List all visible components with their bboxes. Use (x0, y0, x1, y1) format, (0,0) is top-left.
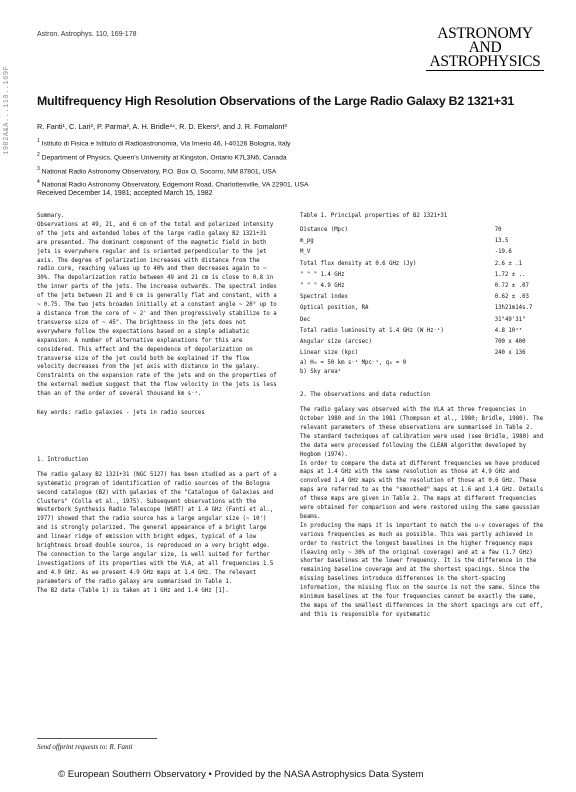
affiliation-4: $^4$ National Radio Astronomy Observatory, Edgemont Road, Charlottesville, VA 22901, USA (37, 179, 309, 189)
section-2-paragraph-3: In producing the maps it is important to match the u-v coverages of the various frequencies as much as possible. This was partly achieved in order to restrict the longest baselines in the higher frequency maps (leaving only ~ 30% of the original coverage) and at a few (1.7 GHz) shorter baselines at the lower frequency. It is the difference in the remaining baseline coverage and at the shortest spacings. Since the missing baselines introduce differences in the short-spacing information, the missing flux on the source is not the same. Since the minimum baselines at the four frequencies cannot be exactly the same, the maps of the smallest differences in the short spacings are cut off, and this is responsible for systematic (300, 522, 547, 618)
affiliation-1: $^1$ Istituto di Fisica e Istituto di Radioastronomia, Via Irnerio 46, I-40126 Bologna, Italy (37, 138, 291, 148)
received-accepted-dates: Received December 14, 1981; accepted March 15, 1982 (37, 190, 213, 197)
summary-text: Observations at 49, 21, and 6 cm of the total and polarized intensity of the jets and extended lobes of the large radio galaxy B2 1321+31 are presented. The dominant component of the magnetic field in both jets is everywhere regular and is oriented perpendicular to the jet axis. The degree of polarization increases with distance from the radio core, reaching values up to 40% and then decreases again to ~ 30%. The depolarization ratio between 49 and 21 cm is close to 0.8 in the inner parts of the jets. The increase outwards. The spectral index of the jets between 21 and 6 cm is generally flat and constant, with a ~ 0.75. The two jets broaden initially at a constant angle ~ 20° up to a distance from the core of ~ 2' and then progressively stabilize to a transverse size of ~ 45". The brightness in the jets does not everywhere follow the expectations based on a simple adiabatic expansion. A number of alternative explanations for this are considered. This effect and the dependence of depolarization on transverse size of the jet could both be explained if the flow velocity decreases from the jet axis with distance in the galaxy. Constraints on the expansion rate of the jets and on the properties of the external medium suggest that the flow velocity in the jets is less than an of the order of several thousand km s⁻¹. (37, 221, 281, 398)
key-words: Key words: radio galaxies - jets in radio sources (37, 410, 205, 417)
section-2-heading: 2. The observations and data reduction (300, 392, 431, 399)
table-row: " " " 4.9 GHz 0.72 ± .07 (300, 282, 529, 289)
table-row: Optical position, RA 13h21m14s.7 (300, 305, 533, 312)
intro-paragraph-2: The connection to the large angular size, is well suited for further investigations of its properties with the VLA, at all frequencies 1.5 and 4.9 GHz. As we present 4.9 GHz maps at 1.4 GHz. The relevant parameters of the radio galaxy are summarised in Table 1. (37, 552, 277, 585)
bibcode-stamp: 1982A&A...110..169F (3, 65, 11, 155)
intro-paragraph-3: The B2 data (Table 1) is taken at 1 GHz and 1.4 GHz [1]. (37, 587, 229, 594)
author-list: R. Fanti¹, C. Lari², P. Parma², A. H. Bridle³⁴, R. D. Ekers³, and J. R. Fomalont³ (37, 122, 287, 131)
table-note-b: b) Sky area² (300, 369, 342, 376)
journal-reference: Astron. Astrophys. 110, 169-178 (37, 31, 137, 38)
footnote-rule (37, 738, 157, 739)
table-row: Spectral index 0.62 ± .03 (300, 294, 529, 301)
right-column (300, 212, 546, 620)
paper-title: Multifrequency High Resolution Observations of the Large Radio Galaxy B2 1321+31 (37, 94, 515, 108)
table-row: Total flux density at 0.6 GHz (Jy) 2.6 ± .1 (300, 260, 523, 267)
table-1-caption: Table 1. Principal properties of B2 1321+31 (300, 213, 448, 219)
affiliation-3: $^3$ National Radio Astronomy Observatory, P.O. Box O, Socorro, NM 87801, USA (37, 165, 277, 175)
page-footer: © European Southern Observatory • Provided by the NASA Astrophysics Data System (58, 769, 424, 780)
offprint-request: Send offprint requests to: R. Fanti (37, 743, 133, 751)
table-1 (300, 225, 546, 359)
intro-paragraph-1: The radio galaxy B2 1321+31 (NGC 5127) has been studied as a part of a systematic program of identification of radio sources of the Bologna second catalogue (B2) with galaxies of the "Catalogue of Galaxies and Clusters" (Colla et al., 1975). Subsequent observations with the Westerbork Synthesis Radio Telescope (WSRT) at 1.4 GHz (Fanti et al., 1977) showed that the radio source has a large angular size (~ 10') and is strongly polarized. The general appearance of a bright large and linear ridge of emission with bright edges, typical of a low brightness broad double source, is reproduced on a very bright edge. (37, 471, 281, 550)
journal-logo (426, 27, 544, 71)
logo-line-1: ASTRONOMY (437, 25, 533, 42)
table-row: m_pg 13.5 (300, 238, 509, 245)
intro-heading: 1. Introduction (37, 456, 89, 463)
section-2-paragraph-1: The radio galaxy was observed with the VLA at three frequencies in October 1980 and in the 1981 (Thompson et al., 1980; Bridle, 1980). The relevant parameters of these observations are summarised in Table 2. The standard techniques of calibration were used (see Bridle, 1980) and the data were processed following the CLEAN algorithm developed by Hogbom (1974). (300, 407, 547, 458)
table-row: Linear size (kpc) 240 x 136 (300, 350, 526, 357)
logo-line-2: AND (468, 39, 502, 56)
table-note-a: a) H₀ = 50 km s⁻¹ Mpc⁻¹, q₀ = 0 (300, 360, 407, 367)
summary-heading: Summary. (37, 213, 65, 219)
affiliation-2: $^2$ Department of Physics, Queen's University at Kingston, Ontario K7L3N6, Canada (37, 151, 287, 162)
table-row: Angular size (arcsec) 700 x 400 (300, 338, 526, 345)
table-row: Distance (Mpc) 70 (300, 226, 502, 233)
table-row: " " " 1.4 GHz 1.72 ± .. (300, 271, 526, 278)
left-column (37, 212, 281, 596)
affiliations (37, 136, 547, 191)
logo-line-3: ASTROPHYSICS (429, 53, 541, 70)
logo-rule (426, 70, 544, 71)
section-2-paragraph-2: In order to compare the data at different frequencies we have produced maps at 1.4 GHz with the same resolution as those at 4.9 GHz and convolved 1.4 GHz maps with the resolution of those at 0.6 GHz. These maps are referred to as the "smoothed" maps at 1.6 and 1.4 GHz. Details of these maps are given in Table 2. The maps at different frequencies were obtained for comparison and were restored using the same gaussian beams. (300, 460, 547, 520)
table-row: Total radio luminosity at 1.4 GHz (W Hz⁻¹) 4.8 10²³ (300, 327, 523, 334)
table-row: M_V -19.6 (300, 249, 512, 256)
table-row: Dec 31°49'31" (300, 316, 526, 323)
